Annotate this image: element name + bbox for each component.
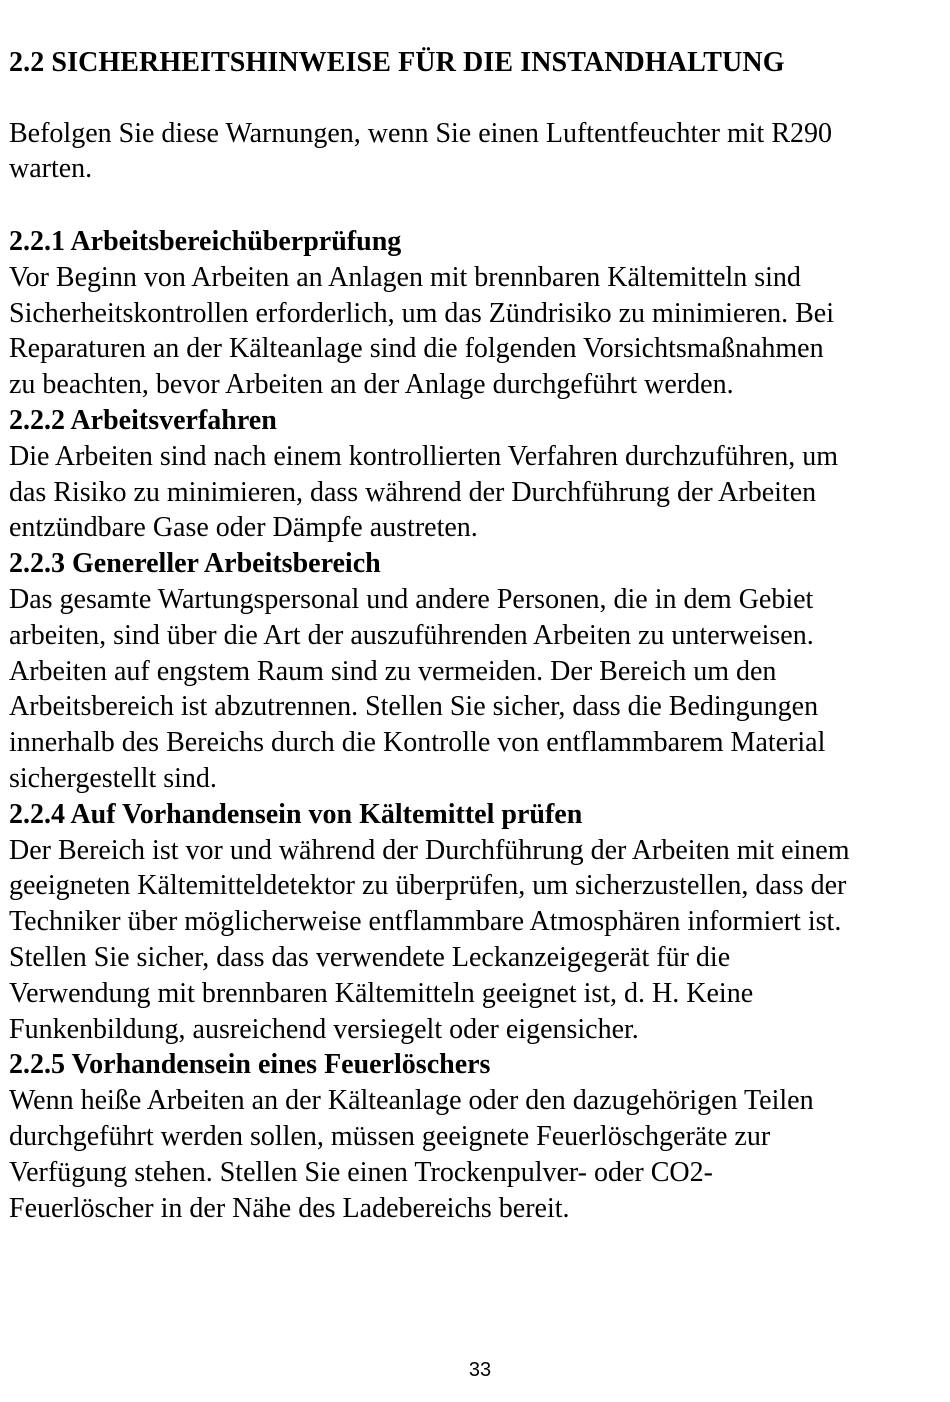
- section-2-2-3: [9, 546, 944, 797]
- text-line: Reparaturen an der Kälteanlage sind die folgenden Vorsichtsmaßnahmen: [9, 333, 824, 365]
- section-heading: 2.2.5 Vorhandensein eines Feuerlöschers: [9, 1049, 491, 1081]
- section-2-2-1: [9, 224, 944, 403]
- text-line: innerhalb des Bereichs durch die Kontrolle von entflammbarem Material: [9, 727, 826, 759]
- text-line: Feuerlöscher in der Nähe des Ladebereichs bereit.: [9, 1192, 570, 1224]
- section-paragraph: [9, 260, 944, 403]
- intro-line: warten.: [9, 153, 93, 184]
- page-title: 2.2 SICHERHEITSHINWEISE FÜR DIE INSTANDHALTUNG: [9, 47, 785, 78]
- text-line: Sicherheitskontrollen erforderlich, um das Zündrisiko zu minimieren. Bei: [9, 297, 835, 329]
- text-line: geeigneten Kältemitteldetektor zu überprüfen, um sicherzustellen, dass der: [9, 870, 847, 902]
- text-line: Die Arbeiten sind nach einem kontrollierten Verfahren durchzuführen, um: [9, 440, 839, 472]
- section-2-2-4: [9, 797, 944, 1048]
- text-line: entzündbare Gase oder Dämpfe austreten.: [9, 512, 478, 544]
- text-line: das Risiko zu minimieren, dass während der Durchführung der Arbeiten: [9, 476, 817, 508]
- section-heading: 2.2.4 Auf Vorhandensein von Kältemittel prüfen: [9, 798, 583, 830]
- section-paragraph: [9, 1083, 944, 1226]
- text-line: Das gesamte Wartungspersonal und andere Personen, die in dem Gebiet: [9, 583, 814, 615]
- text-line: Wenn heiße Arbeiten an der Kälteanlage oder den dazugehörigen Teilen: [9, 1085, 814, 1117]
- intro-line: Befolgen Sie diese Warnungen, wenn Sie einen Luftentfeuchter mit R290: [9, 118, 833, 149]
- text-line: Arbeitsbereich ist abzutrennen. Stellen Sie sicher, dass die Bedingungen: [9, 691, 819, 723]
- intro-paragraph: [9, 116, 934, 186]
- section-paragraph: [9, 833, 944, 1048]
- text-line: Techniker über möglicherweise entflammbare Atmosphären informiert ist.: [9, 906, 842, 938]
- page-number: 33: [468, 1359, 492, 1381]
- section-2-2-2: [9, 403, 944, 546]
- section-heading: 2.2.2 Arbeitsverfahren: [9, 404, 277, 436]
- section-paragraph: [9, 582, 944, 797]
- text-line: zu beachten, bevor Arbeiten an der Anlage durchgeführt werden.: [9, 369, 734, 401]
- text-line: Vor Beginn von Arbeiten an Anlagen mit brennbaren Kältemitteln sind: [9, 261, 801, 293]
- text-line: arbeiten, sind über die Art der auszuführenden Arbeiten zu unterweisen.: [9, 619, 814, 651]
- section-2-2-5: [9, 1047, 944, 1226]
- text-line: Stellen Sie sicher, dass das verwendete Leckanzeigegerät für die: [9, 941, 731, 973]
- text-line: durchgeführt werden sollen, müssen geeignete Feuerlöschgeräte zur: [9, 1120, 771, 1152]
- text-line: sichergestellt sind.: [9, 762, 217, 794]
- text-line: Der Bereich ist vor und während der Durchführung der Arbeiten mit einem: [9, 834, 850, 866]
- text-line: Verfügung stehen. Stellen Sie einen Trockenpulver- oder CO2-: [9, 1156, 713, 1188]
- section-heading: 2.2.1 Arbeitsbereichüberprüfung: [9, 226, 402, 257]
- section-paragraph: [9, 439, 944, 546]
- section-heading: 2.2.3 Genereller Arbeitsbereich: [9, 548, 381, 580]
- sections-container: [9, 224, 944, 1226]
- text-line: Arbeiten auf engstem Raum sind zu vermeiden. Der Bereich um den: [9, 655, 777, 687]
- text-line: Funkenbildung, ausreichend versiegelt oder eigensicher.: [9, 1013, 639, 1045]
- text-line: Verwendung mit brennbaren Kältemitteln geeignet ist, d. H. Keine: [9, 977, 754, 1009]
